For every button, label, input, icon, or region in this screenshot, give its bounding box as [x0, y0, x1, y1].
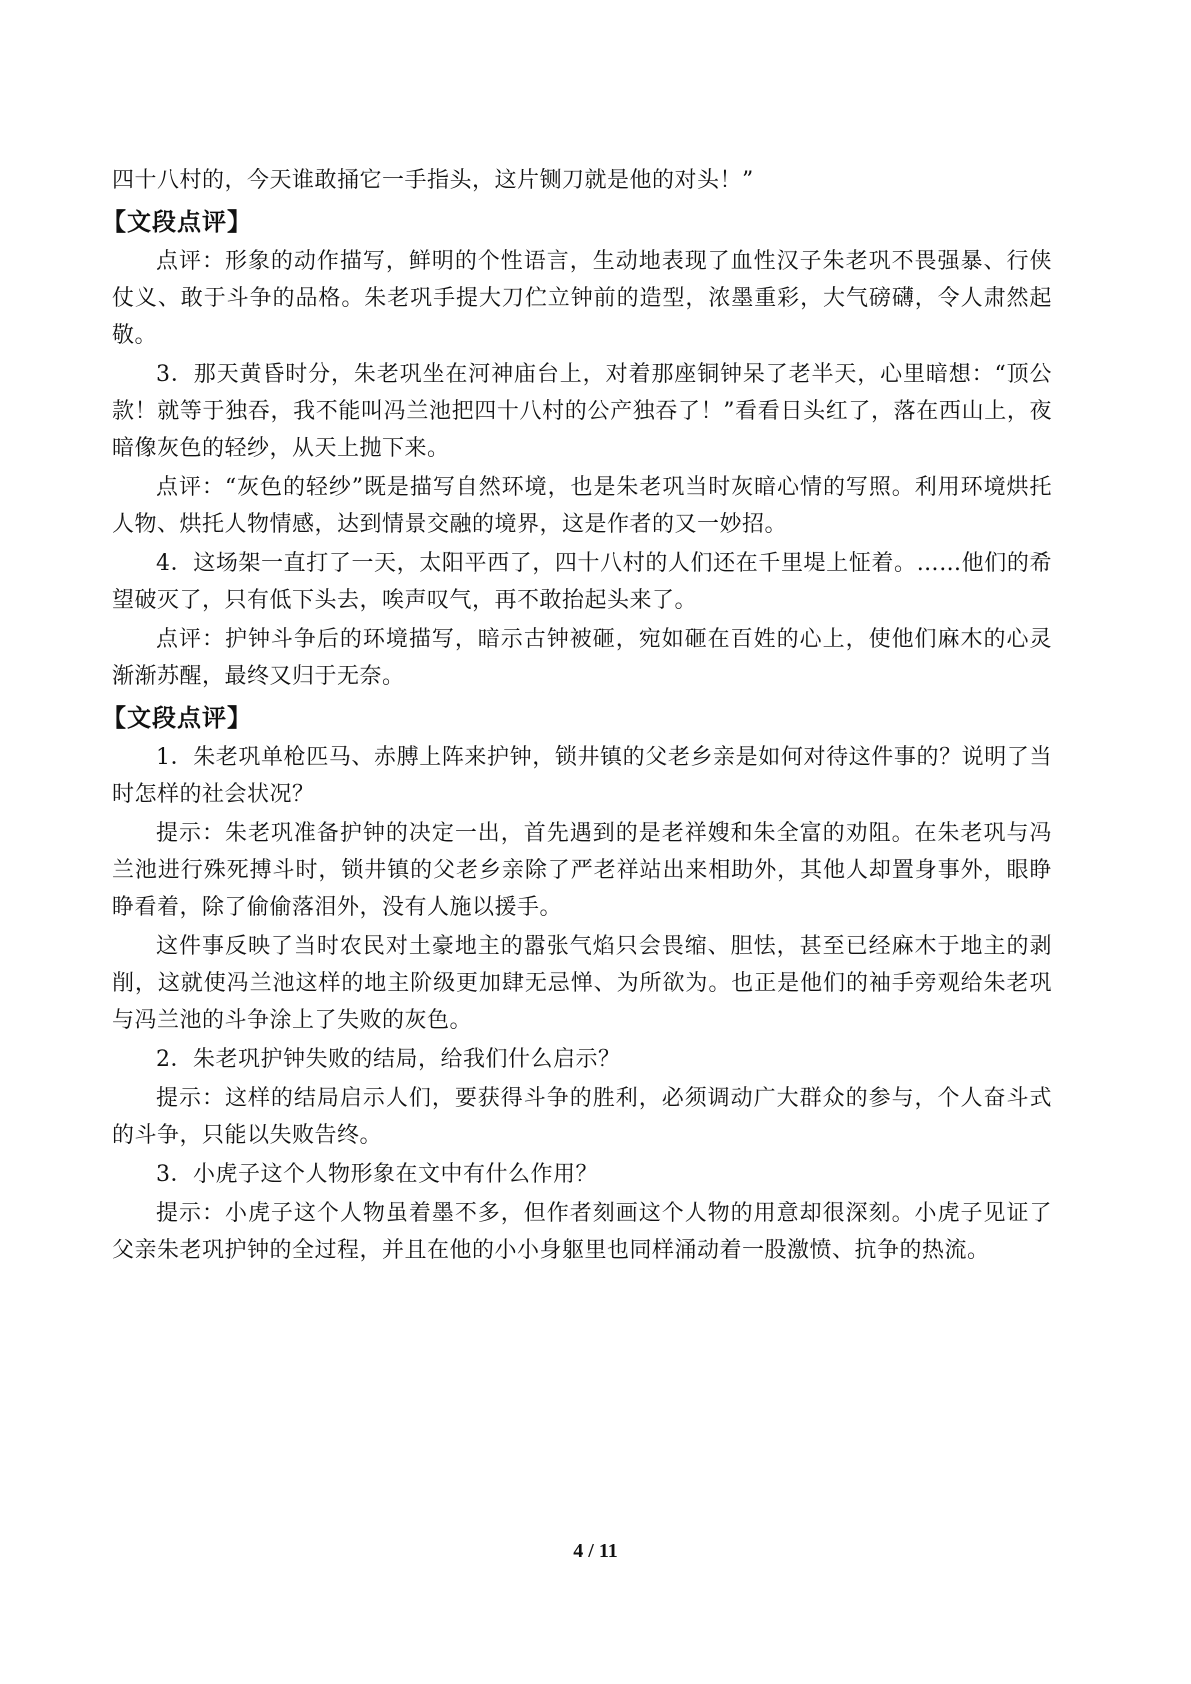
comment-paragraph: 点评：“灰色的轻纱”既是描写自然环境，也是朱老巩当时灰暗心情的写照。利用环境烘托人物、烘托人物情感，达到情景交融的境界，这是作者的又一妙招。 [112, 475, 1052, 537]
question-paragraph: 2．朱老巩护钟失败的结局，给我们什么启示？ [156, 1047, 621, 1072]
excerpt-paragraph: 4．这场架一直打了一天，太阳平西了，四十八村的人们还在千里堤上怔着。……他们的希望破灭了，只有低下头去，唉声叹气，再不敢抬起头来了。 [112, 551, 1052, 613]
page-content [102, 162, 1052, 1271]
opening-line: 四十八村的，今天谁敢捅它一手指头，这片铡刀就是他的对头！” [112, 168, 754, 193]
answer-paragraph: 提示：朱老巩准备护钟的决定一出，首先遇到的是老祥嫂和朱全富的劝阻。在朱老巩与冯兰池进行殊死搏斗时，锁井镇的父老乡亲除了严老祥站出来相助外，其他人却置身事外，眼睁睁看着，除了偷偷落泪外，没有人施以援手。 [112, 821, 1052, 920]
question-paragraph: 1．朱老巩单枪匹马、赤膊上阵来护钟，锁井镇的父老乡亲是如何对待这件事的？说明了当时怎样的社会状况？ [112, 745, 1052, 807]
answer-paragraph: 这件事反映了当时农民对土豪地主的嚣张气焰只会畏缩、胆怯，甚至已经麻木于地主的剥削，这就使冯兰池这样的地主阶级更加肆无忌惮、为所欲为。也正是他们的袖手旁观给朱老巩与冯兰池的斗争涂上了失败的灰色。 [112, 934, 1052, 1033]
excerpt-paragraph: 3．那天黄昏时分，朱老巩坐在河神庙台上，对着那座铜钟呆了老半天，心里暗想：“顶公款！就等于独吞，我不能叫冯兰池把四十八村的公产独吞了！”看看日头红了，落在西山上，夜暗像灰色的轻纱，从天上抛下来。 [112, 362, 1052, 461]
question-paragraph: 3．小虎子这个人物形象在文中有什么作用？ [156, 1162, 598, 1187]
answer-paragraph: 提示：这样的结局启示人们，要获得斗争的胜利，必须调动广大群众的参与，个人奋斗式的斗争，只能以失败告终。 [112, 1086, 1052, 1148]
comment-paragraph: 点评：形象的动作描写，鲜明的个性语言，生动地表现了血性汉子朱老巩不畏强暴、行侠仗义、敢于斗争的品格。朱老巩手提大刀伫立钟前的造型，浓墨重彩，大气磅礴，令人肃然起敬。 [112, 249, 1052, 348]
section-heading: 【文段点评】 [102, 208, 252, 236]
page-number: 4 / 11 [573, 1540, 618, 1562]
section-heading: 【文段点评】 [102, 704, 252, 732]
comment-paragraph: 点评：护钟斗争后的环境描写，暗示古钟被砸，宛如砸在百姓的心上，使他们麻木的心灵渐渐苏醒，最终又归于无奈。 [112, 627, 1052, 689]
answer-paragraph: 提示：小虎子这个人物虽着墨不多，但作者刻画这个人物的用意却很深刻。小虎子见证了父亲朱老巩护钟的全过程，并且在他的小小身躯里也同样涌动着一股激愤、抗争的热流。 [112, 1201, 1052, 1263]
